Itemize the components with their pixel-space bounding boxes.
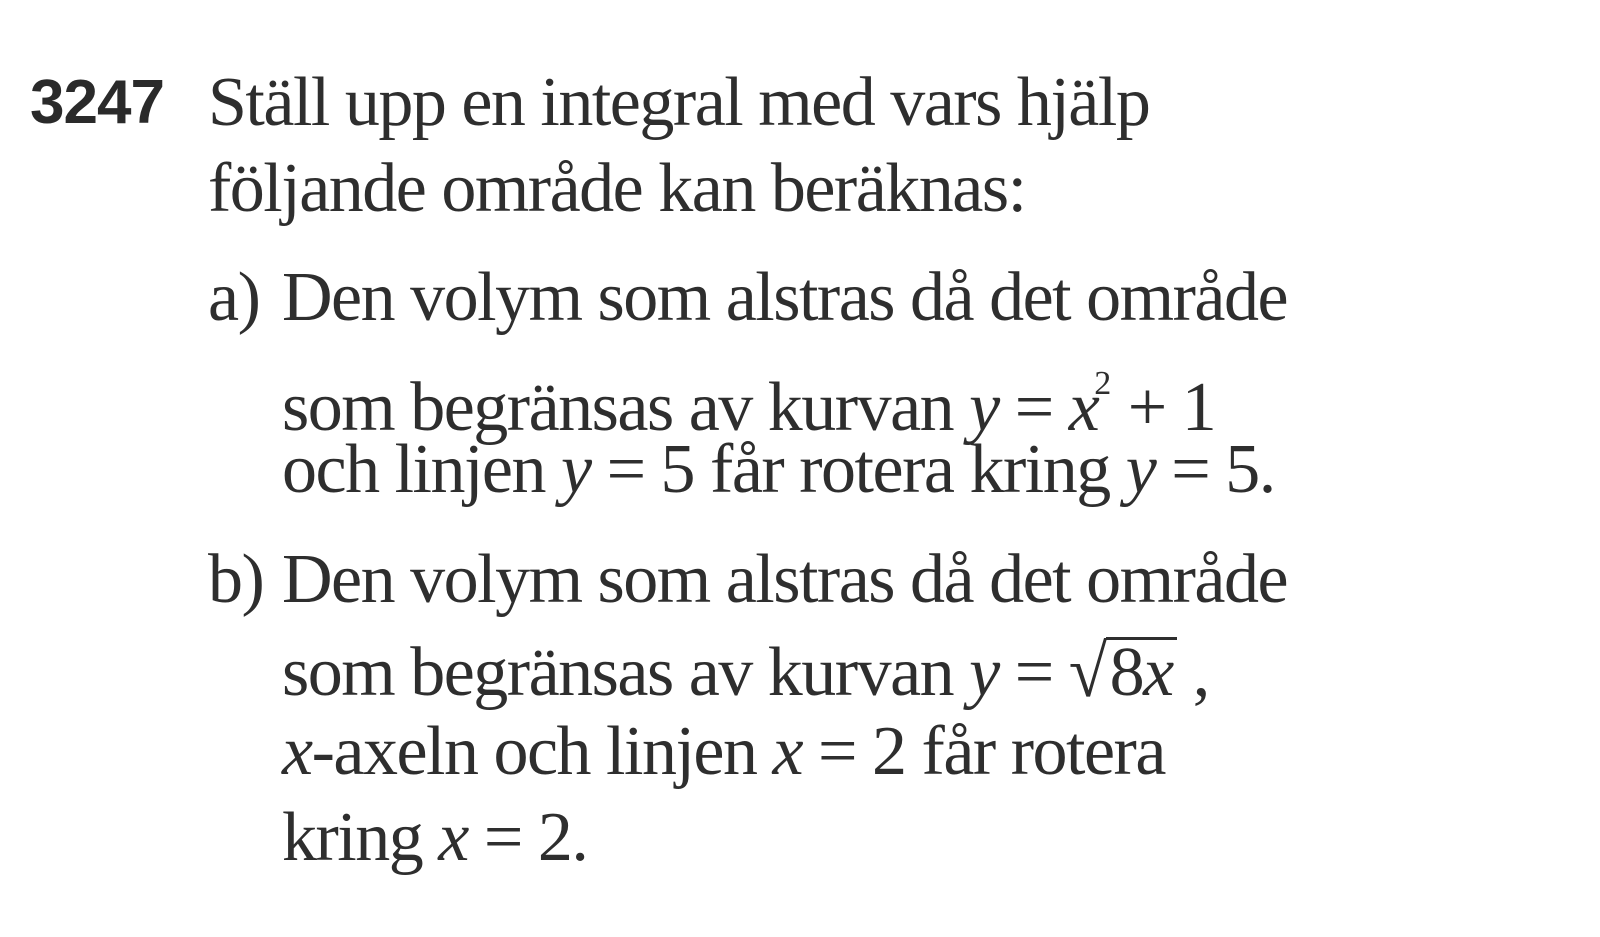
part-a-line-2-text: som begränsas av kurvan [282,369,954,446]
part-a-line-3-mid: får rotera kring [710,431,1110,508]
intro-line-2: följande område kan beräknas: [208,150,1026,227]
part-a-var-y-2: y [560,431,591,508]
part-a-plus-one: + 1 [1111,369,1216,446]
part-a-var-y: y [969,369,999,446]
part-b-var-y: y [969,634,999,711]
part-a-line-3 [282,427,1275,513]
part-b-var-x: x [772,713,803,790]
part-a-var-y-3: y [1125,431,1156,508]
part-b-equals: = [998,634,1069,711]
part-b-var-x-2: x [438,799,468,876]
radicand [1106,634,1177,711]
part-b-line-4-text: kring [282,799,423,876]
part-b-line-2-text: som begränsas av kurvan [282,634,954,711]
sqrt-sign: √ [1068,632,1106,713]
part-b-line-3-rest: får rotera [921,713,1165,790]
radicand-number: 8 [1109,634,1144,711]
part-b-line-3-text: -axeln och linjen [311,713,757,790]
part-b-var-x-axis: x [282,713,312,790]
part-a-var-x: x [1068,369,1099,446]
part-b-line-4 [282,795,587,881]
radicand-var-x: x [1143,634,1173,711]
part-b-label: b) [208,541,264,618]
part-a-line-3-text: och linjen [282,431,545,508]
part-a-label: a) [208,259,260,336]
intro-line-1: Ställ upp en integral med vars hjälp [208,64,1150,141]
part-b-line-1: Den volym som alstras då det område [282,541,1288,618]
part-b-line-3 [282,709,1165,795]
part-b-comma: , [1176,634,1209,711]
part-b-eq-2: = 2 [802,713,922,790]
part-b-line-2 [282,623,1209,716]
part-a-eq-5-end: = 5. [1155,431,1275,508]
square-root [1069,623,1177,716]
part-b-eq-2-end: = 2. [467,799,588,876]
part-a-eq-5: = 5 [590,431,711,508]
part-a-exponent: 2 [1094,365,1110,402]
problem-number: 3247 [30,68,164,137]
part-a-line-1: Den volym som alstras då det område [282,259,1288,336]
part-a-equals: = [998,369,1069,446]
